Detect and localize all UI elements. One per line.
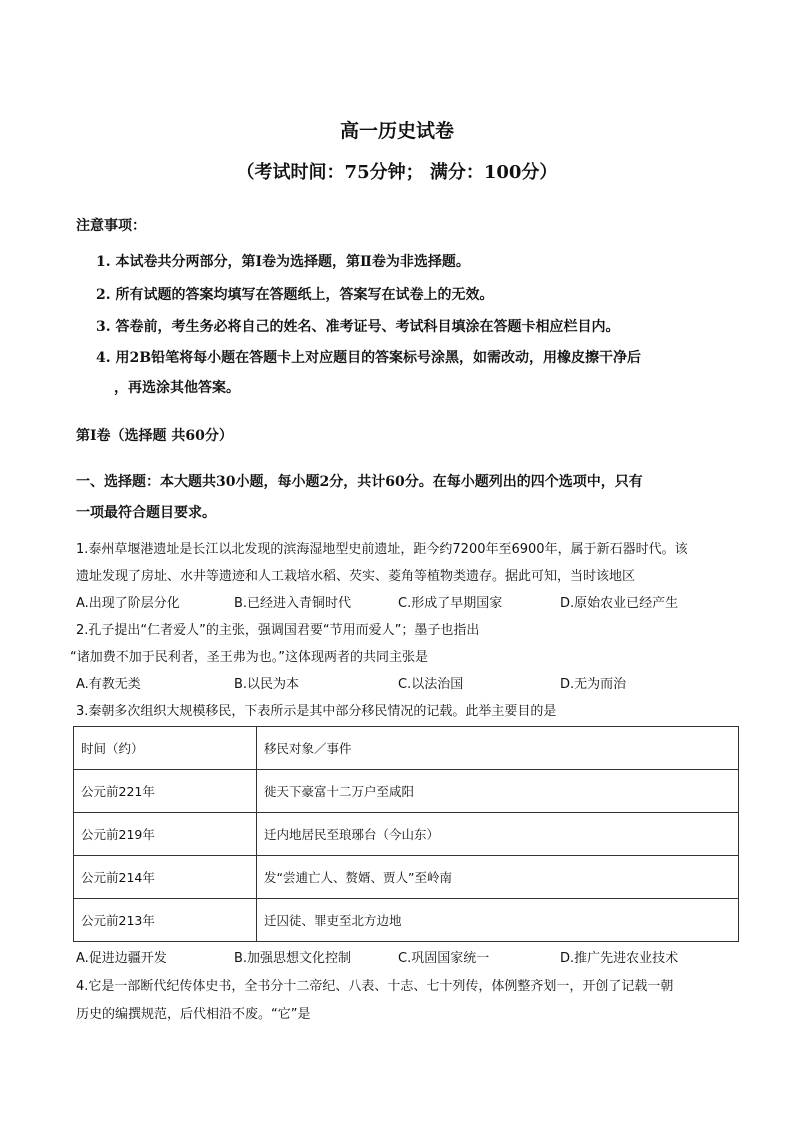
question-3-option-a: A.促进边疆开发 [76, 951, 167, 966]
table-header-event: 移民对象／事件 [257, 727, 739, 770]
question-1-option-a: A.出现了阶层分化 [76, 596, 180, 611]
question-4-line1: 4.它是一部断代纪传体史书，全书分十二帝纪、八表、十志、七十列传，体例整齐划一，开创了记载一朝 [76, 979, 674, 994]
table-header-time: 时间（约） [74, 727, 257, 770]
table-cell-time: 公元前219年 [74, 813, 257, 856]
table-cell-event: 迁内地居民至琅琊台（今山东） [257, 813, 739, 856]
table-row [74, 856, 739, 899]
migration-table [73, 726, 739, 942]
question-1-option-d: D.原始农业已经产生 [560, 596, 679, 611]
table-header-row [74, 727, 739, 770]
question-2-option-c: C.以法治国 [398, 677, 464, 692]
question-1-option-b: B.已经进入青铜时代 [234, 596, 352, 611]
table-cell-time: 公元前213年 [74, 899, 257, 942]
notice-item-4: 4. 用2B铅笔将每小题在答题卡上对应题目的答案标号涂黑，如需改动，用橡皮擦干净后 [96, 350, 642, 366]
exam-subtitle: （考试时间：75分钟； 满分：100分） [236, 162, 558, 183]
notice-item-2: 2. 所有试题的答案均填写在答题纸上，答案写在试卷上的无效。 [96, 287, 494, 303]
table-row [74, 899, 739, 942]
table-row [74, 770, 739, 813]
question-3-option-d: D.推广先进农业技术 [560, 951, 679, 966]
table-cell-time: 公元前214年 [74, 856, 257, 899]
notice-item-1: 1. 本试卷共分两部分，第Ⅰ卷为选择题，第Ⅱ卷为非选择题。 [96, 254, 470, 270]
exam-title: 高一历史试卷 [339, 120, 454, 142]
part-heading: 第Ⅰ卷（选择题 共60分） [76, 428, 233, 444]
question-3-line1: 3.秦朝多次组织大规模移民，下表所示是其中部分移民情况的记载。此举主要目的是 [76, 704, 557, 719]
question-4-line2: 历史的编撰规范，后代相沿不废。“它”是 [76, 1007, 311, 1022]
notice-heading: 注意事项： [76, 218, 146, 234]
table-cell-event: 徙天下豪富十二万户至咸阳 [257, 770, 739, 813]
question-1-line1: 1.泰州草堰港遗址是长江以北发现的滨海湿地型史前遗址，距今约7200年至6900年，属于新石器时代。该 [76, 542, 688, 557]
question-2-option-a: A.有教无类 [76, 677, 141, 692]
question-3-option-b: B.加强思想文化控制 [234, 951, 352, 966]
question-2-line1: 2.孔子提出“仁者爱人”的主张，强调国君要“节用而爱人”；墨子也指出 [76, 623, 480, 638]
section-instruction-line1: 一、选择题：本大题共30小题，每小题2分，共计60分。在每小题列出的四个选项中，只有 [76, 474, 643, 490]
notice-item-4-continued: ，再选涂其他答案。 [114, 380, 240, 396]
table-cell-event: 发“尝逋亡人、赘婿、贾人”至岭南 [257, 856, 739, 899]
question-2-option-d: D.无为而治 [560, 677, 627, 692]
question-2-line2: “诸加费不加于民利者，圣王弗为也。”这体现两者的共同主张是 [70, 650, 428, 665]
question-2-option-b: B.以民为本 [234, 677, 300, 692]
question-3-option-c: C.巩固国家统一 [398, 951, 490, 966]
question-1-line2: 遗址发现了房址、水井等遗迹和人工栽培水稻、芡实、菱角等植物类遗存。据此可知，当时该地区 [76, 569, 636, 584]
table-cell-time: 公元前221年 [74, 770, 257, 813]
notice-item-3: 3. 答卷前，考生务必将自己的姓名、准考证号、考试科目填涂在答题卡相应栏目内。 [96, 319, 620, 335]
table-cell-event: 迁囚徒、罪吏至北方边地 [257, 899, 739, 942]
question-1-option-c: C.形成了早期国家 [398, 596, 503, 611]
table-row [74, 813, 739, 856]
section-instruction-line2: 一项最符合题目要求。 [76, 505, 216, 521]
